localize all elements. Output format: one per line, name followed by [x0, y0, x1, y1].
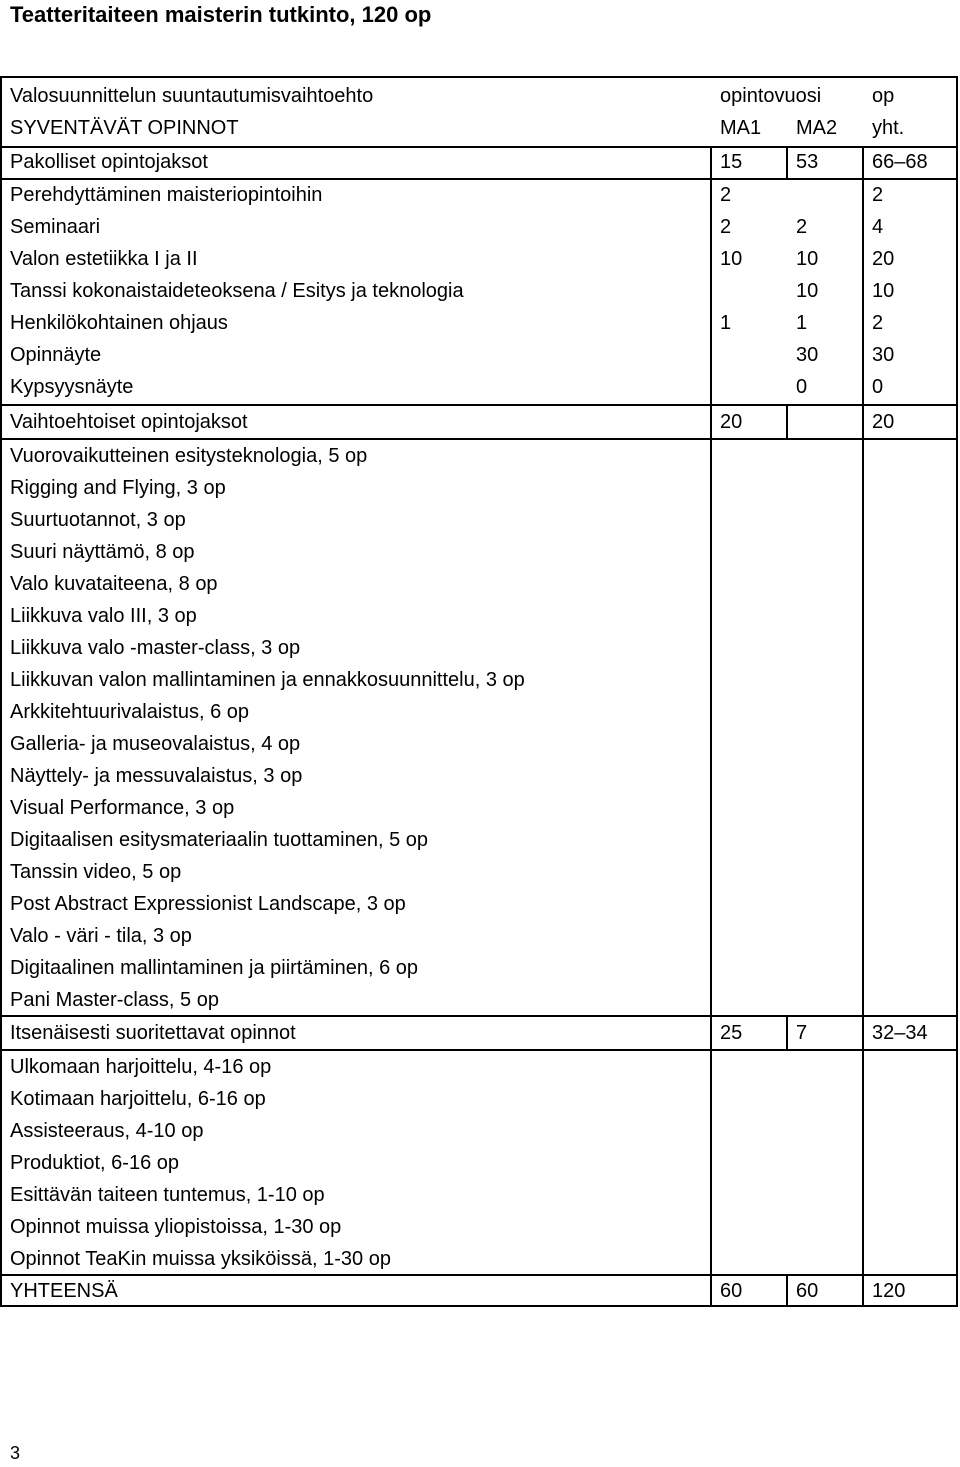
table-cell: Henkilökohtainen ohjaus: [10, 312, 228, 334]
table-cell: Pani Master-class, 5 op: [10, 989, 219, 1011]
table-cell: Suurtuotannot, 3 op: [10, 509, 186, 531]
table-cell: Visual Performance, 3 op: [10, 797, 235, 819]
section-title-cell: 20: [720, 411, 743, 433]
table-cell: 0: [796, 376, 808, 398]
header-cell: SYVENTÄVÄT OPINNOT: [10, 117, 239, 139]
table-cell: Produktiot, 6-16 op: [10, 1152, 179, 1174]
column-divider: [862, 146, 864, 1307]
table-cell: Kotimaan harjoittelu, 6-16 op: [10, 1088, 266, 1110]
total-cell: 60: [796, 1280, 819, 1302]
table-cell: 1: [720, 312, 732, 334]
column-divider: [786, 146, 788, 178]
table-cell: Liikkuvan valon mallintaminen ja ennakkosuunnittelu, 3 op: [10, 669, 525, 691]
table-cell: 1: [796, 312, 808, 334]
table-cell: 2: [872, 312, 884, 334]
row-divider: [2, 438, 956, 440]
table-cell: Liikkuva valo III, 3 op: [10, 605, 197, 627]
row-divider: [2, 1274, 956, 1276]
table-cell: Suuri näyttämö, 8 op: [10, 541, 195, 563]
table-cell: Tanssin video, 5 op: [10, 861, 182, 883]
table-cell: Valo - väri - tila, 3 op: [10, 925, 192, 947]
table-cell: Post Abstract Expressionist Landscape, 3 op: [10, 893, 406, 915]
section-title-cell: Vaihtoehtoiset opintojaksot: [10, 411, 248, 433]
table-cell: 10: [796, 280, 819, 302]
table-cell: Assisteeraus, 4-10 op: [10, 1120, 204, 1142]
table-cell: Kypsyysnäyte: [10, 376, 134, 398]
table-cell: Esittävän taiteen tuntemus, 1-10 op: [10, 1184, 325, 1206]
row-divider: [2, 1049, 956, 1051]
header-cell: yht.: [872, 117, 905, 139]
table-cell: Ulkomaan harjoittelu, 4-16 op: [10, 1056, 272, 1078]
page-title: Teatteritaiteen maisterin tutkinto, 120 op: [10, 2, 432, 27]
table-cell: Opinnäyte: [10, 344, 102, 366]
table-cell: 30: [796, 344, 819, 366]
table-cell: Liikkuva valo -master-class, 3 op: [10, 637, 301, 659]
table-cell: Galleria- ja museovalaistus, 4 op: [10, 733, 301, 755]
total-cell: 60: [720, 1280, 743, 1302]
table-cell: Tanssi kokonaistaideteoksena / Esitys ja teknologia: [10, 280, 464, 302]
table-cell: 10: [872, 280, 895, 302]
row-divider: [2, 1015, 956, 1017]
table-cell: Arkkitehtuurivalaistus, 6 op: [10, 701, 250, 723]
row-divider: [2, 146, 956, 148]
header-cell: op: [872, 85, 895, 107]
header-cell: MA1: [720, 117, 762, 139]
column-divider: [786, 1015, 788, 1049]
table-cell: Perehdyttäminen maisteriopintoihin: [10, 184, 323, 206]
table-cell: 2: [796, 216, 808, 238]
header-cell: MA2: [796, 117, 838, 139]
table-cell: Digitaalisen esitysmateriaalin tuottaminen, 5 op: [10, 829, 428, 851]
table-cell: 0: [872, 376, 884, 398]
header-cell: opintovuosi: [720, 85, 822, 107]
table-cell: 2: [720, 216, 732, 238]
table-cell: 10: [720, 248, 743, 270]
page-number: 3: [10, 1443, 21, 1463]
section-title-cell: 15: [720, 151, 743, 173]
curriculum-table: [0, 76, 958, 1307]
section-title-cell: 53: [796, 151, 819, 173]
section-title-cell: 66–68: [872, 151, 928, 173]
total-cell: YHTEENSÄ: [10, 1280, 118, 1302]
section-title-cell: 32–34: [872, 1022, 928, 1044]
header-cell: Valosuunnittelun suuntautumisvaihtoehto: [10, 85, 374, 107]
table-cell: Näyttely- ja messuvalaistus, 3 op: [10, 765, 303, 787]
section-title-cell: Itsenäisesti suoritettavat opinnot: [10, 1022, 296, 1044]
table-cell: Valo kuvataiteena, 8 op: [10, 573, 218, 595]
section-title-cell: 20: [872, 411, 895, 433]
table-cell: 4: [872, 216, 884, 238]
table-cell: Seminaari: [10, 216, 101, 238]
row-divider: [2, 178, 956, 180]
table-cell: 10: [796, 248, 819, 270]
table-cell: Valon estetiikka I ja II: [10, 248, 198, 270]
table-cell: Opinnot muissa yliopistoissa, 1-30 op: [10, 1216, 342, 1238]
table-cell: Digitaalinen mallintaminen ja piirtäminen, 6 op: [10, 957, 418, 979]
section-title-cell: 25: [720, 1022, 743, 1044]
table-cell: 2: [720, 184, 732, 206]
section-title-cell: 7: [796, 1022, 808, 1044]
column-divider: [710, 146, 712, 1307]
table-cell: 2: [872, 184, 884, 206]
section-title-cell: Pakolliset opintojaksot: [10, 151, 208, 173]
row-divider: [2, 404, 956, 406]
table-cell: Opinnot TeaKin muissa yksiköissä, 1-30 op: [10, 1248, 391, 1270]
table-cell: 30: [872, 344, 895, 366]
total-cell: 120: [872, 1280, 906, 1302]
column-divider: [786, 404, 788, 438]
table-cell: 20: [872, 248, 895, 270]
table-cell: Rigging and Flying, 3 op: [10, 477, 226, 499]
column-divider: [786, 1274, 788, 1307]
table-cell: Vuorovaikutteinen esitysteknologia, 5 op: [10, 445, 368, 467]
